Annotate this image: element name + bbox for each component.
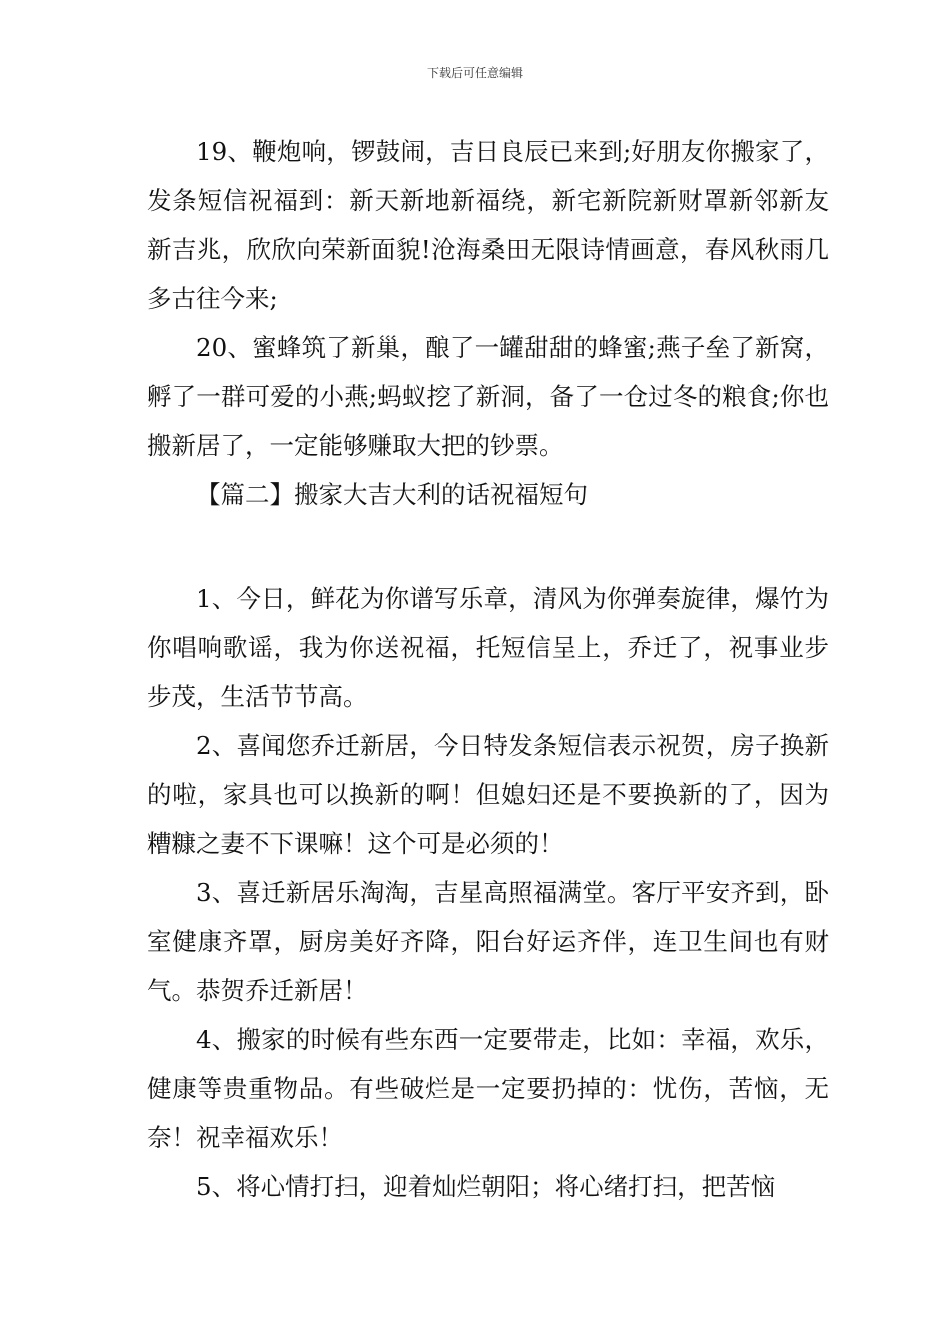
section-heading: 【篇二】搬家大吉大利的话祝福短句 <box>196 480 588 509</box>
paragraph-2: 2、喜闻您乔迁新居，今日特发条短信表示祝贺，房子换新的啦，家具也可以换新的啊！但媳妇还是不要换新的了，因为糟糠之妻不下课嘛！这个可是必须的！ <box>147 731 829 858</box>
paragraph-5: 5、将心情打扫，迎着灿烂朝阳；将心绪打扫，把苦恼 <box>196 1172 776 1201</box>
paragraph-1: 1、今日，鲜花为你谱写乐章，清风为你弹奏旋律，爆竹为你唱响歌谣，我为你送祝福，托短信呈上，乔迁了，祝事业步步茂，生活节节高。 <box>147 584 829 711</box>
paragraph-19: 19、鞭炮响，锣鼓闹，吉日良辰已来到;好朋友你搬家了，发条短信祝福到：新天新地新福绕，新宅新院新财罩新邻新友新吉兆，欣欣向荣新面貌!沧海桑田无限诗情画意，春风秋雨几多古往今来; <box>147 137 829 313</box>
document-body <box>147 127 829 1211</box>
paragraph-20: 20、蜜蜂筑了新巢，酿了一罐甜甜的蜂蜜;燕子垒了新窝，孵了一群可爱的小燕;蚂蚁挖了新洞，备了一仓过冬的粮食;你也搬新居了，一定能够赚取大把的钞票。 <box>147 333 829 460</box>
paragraph-4: 4、搬家的时候有些东西一定要带走，比如：幸福，欢乐，健康等贵重物品。有些破烂是一定要扔掉的：忧伤，苦恼，无奈！祝幸福欢乐！ <box>147 1025 829 1152</box>
paragraph-3: 3、喜迁新居乐淘淘，吉星高照福满堂。客厅平安齐到，卧室健康齐罩，厨房美好齐降，阳台好运齐伴，连卫生间也有财气。恭贺乔迁新居！ <box>147 878 829 1005</box>
page-header-note: 下载后可任意编辑 <box>426 66 523 80</box>
